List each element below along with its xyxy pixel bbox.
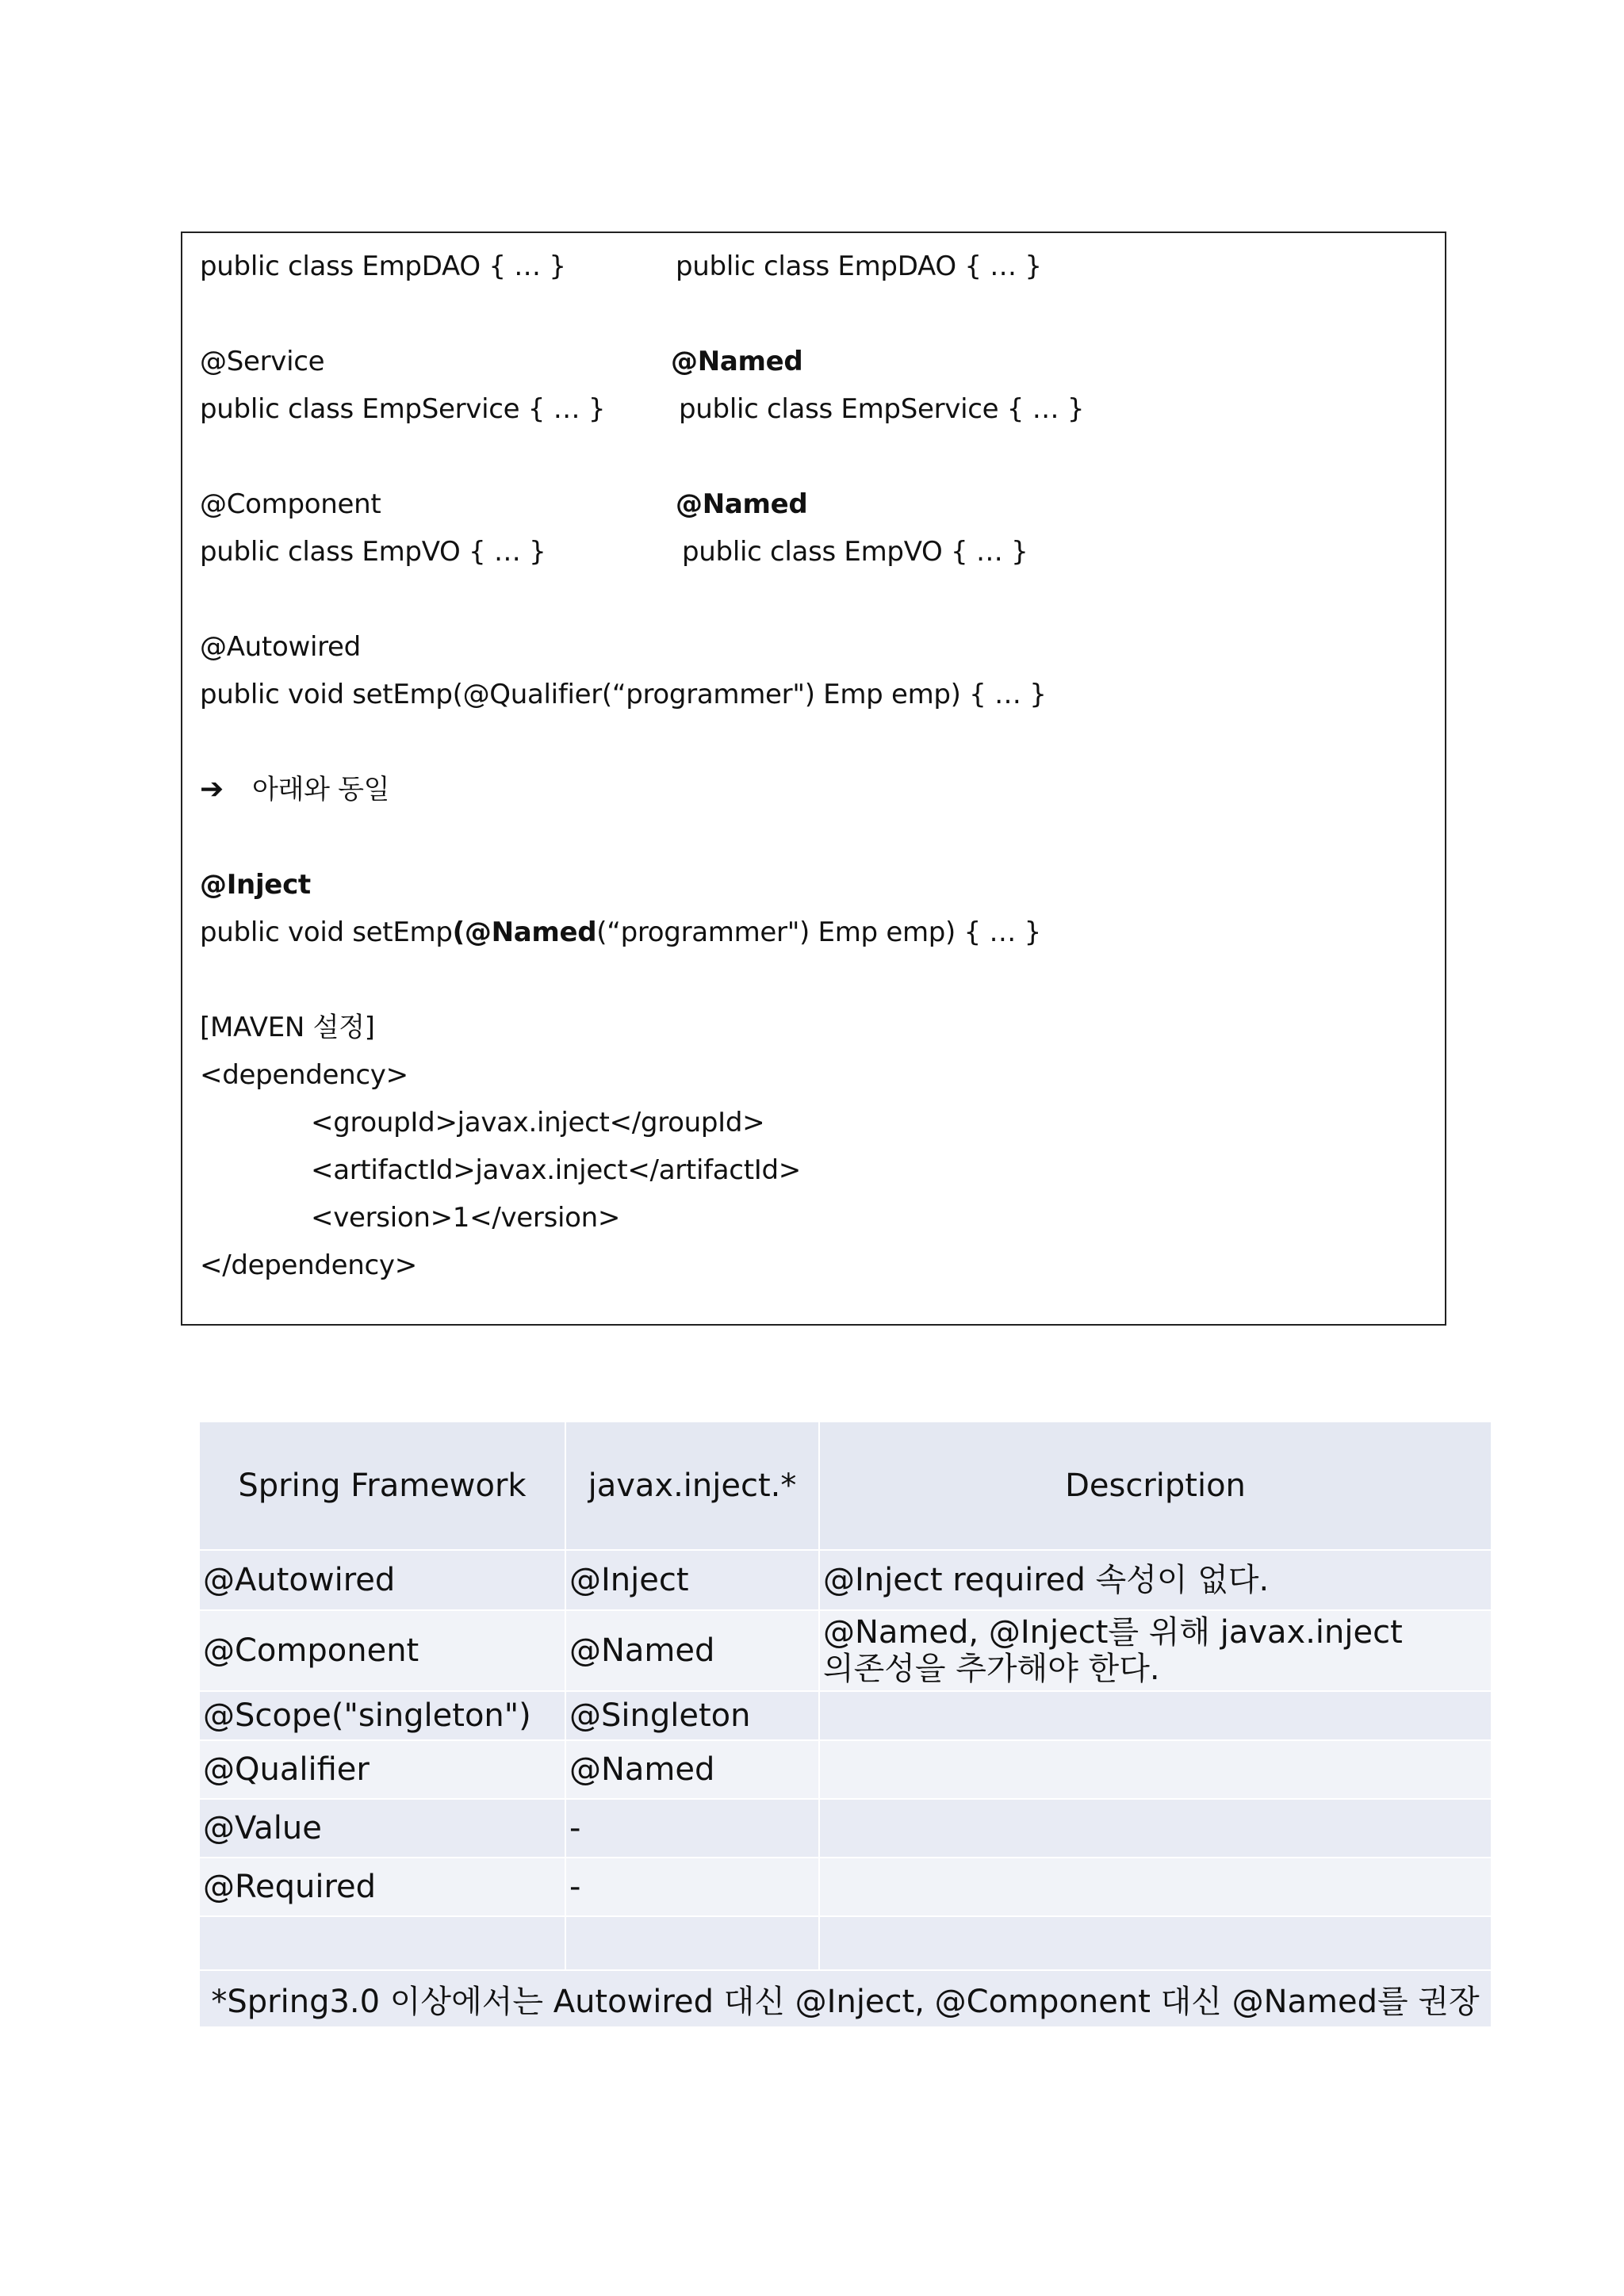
cell-spring: @Scope("singleton") <box>199 1691 565 1740</box>
table-footnote: *Spring3.0 이상에서는 Autowired 대신 @Inject, @Component 대신 @Named를 권장 <box>199 1970 1492 2027</box>
table-header-row <box>199 1422 1492 1550</box>
annotation-mapping-table <box>198 1421 1492 2028</box>
code-line-artifactid: <artifactId>javax.inject</artifactId> <box>311 1154 801 1186</box>
cell-description <box>819 1691 1492 1740</box>
table-row-empty <box>199 1916 1492 1970</box>
cell-javax: @Named <box>565 1740 819 1799</box>
code-line-maven-heading: [MAVEN 설정] <box>200 1012 375 1043</box>
table-row <box>199 1691 1492 1740</box>
cell-description <box>819 1858 1492 1916</box>
table-row <box>199 1799 1492 1858</box>
code-line-setemp-qualifier: public void setEmp(@Qualifier(“programmer") Emp emp) { … } <box>200 679 1047 710</box>
code-line-empvo-spring: public class EmpVO { … } <box>200 536 546 568</box>
code-line-component-annotation: @Component <box>200 488 381 520</box>
header-spring-framework: Spring Framework <box>199 1422 565 1550</box>
cell-javax: - <box>565 1858 819 1916</box>
cell-spring: @Required <box>199 1858 565 1916</box>
table-footer-row <box>199 1970 1492 2027</box>
table-row <box>199 1550 1492 1610</box>
cell-description: @Named, @Inject를 위해 javax.inject 의존성을 추가해야 한다. <box>819 1610 1492 1691</box>
code-line-setemp-named <box>200 915 1041 950</box>
code-line-empvo-jsr: public class EmpVO { … } <box>682 536 1028 568</box>
code-line-version: <version>1</version> <box>311 1202 621 1234</box>
cell-spring <box>199 1916 565 1970</box>
code-snippet-box <box>181 232 1446 1326</box>
code-line-named-annotation: @Named <box>671 346 803 377</box>
cell-javax: @Inject <box>565 1550 819 1610</box>
table-row <box>199 1858 1492 1916</box>
table-row <box>199 1740 1492 1799</box>
code-line-same-as-below: 아래와 동일 <box>252 774 390 806</box>
cell-spring: @Value <box>199 1799 565 1858</box>
code-line-named-annotation-2: @Named <box>676 488 808 520</box>
code-line-empdao-jsr: public class EmpDAO { … } <box>676 251 1042 282</box>
code-line-service-annotation: @Service <box>200 346 325 377</box>
arrow-right-icon: ➔ <box>200 773 224 806</box>
table-row <box>199 1610 1492 1691</box>
code-line-empservice-jsr: public class EmpService { … } <box>679 393 1085 425</box>
cell-spring: @Qualifier <box>199 1740 565 1799</box>
cell-spring: @Component <box>199 1610 565 1691</box>
cell-description: @Inject required 속성이 없다. <box>819 1550 1492 1610</box>
code-line-empdao-spring: public class EmpDAO { … } <box>200 251 566 282</box>
cell-spring: @Autowired <box>199 1550 565 1610</box>
code-line-groupid: <groupId>javax.inject</groupId> <box>311 1107 765 1138</box>
code-line-empservice-spring: public class EmpService { … } <box>200 393 606 425</box>
code-part-post: (“programmer") Emp emp) { … } <box>596 916 1041 948</box>
cell-javax: @Singleton <box>565 1691 819 1740</box>
code-part-named: (@Named <box>452 916 597 948</box>
cell-javax <box>565 1916 819 1970</box>
cell-javax: - <box>565 1799 819 1858</box>
code-line-autowired: @Autowired <box>200 631 361 663</box>
cell-description <box>819 1740 1492 1799</box>
code-line-dependency-open: <dependency> <box>200 1059 408 1091</box>
cell-description <box>819 1916 1492 1970</box>
header-javax-inject: javax.inject.* <box>565 1422 819 1550</box>
code-part-pre: public void setEmp <box>200 916 453 948</box>
cell-description <box>819 1799 1492 1858</box>
code-line-dependency-close: </dependency> <box>200 1249 417 1281</box>
code-line-inject: @Inject <box>200 869 311 901</box>
header-description: Description <box>819 1422 1492 1550</box>
cell-javax: @Named <box>565 1610 819 1691</box>
